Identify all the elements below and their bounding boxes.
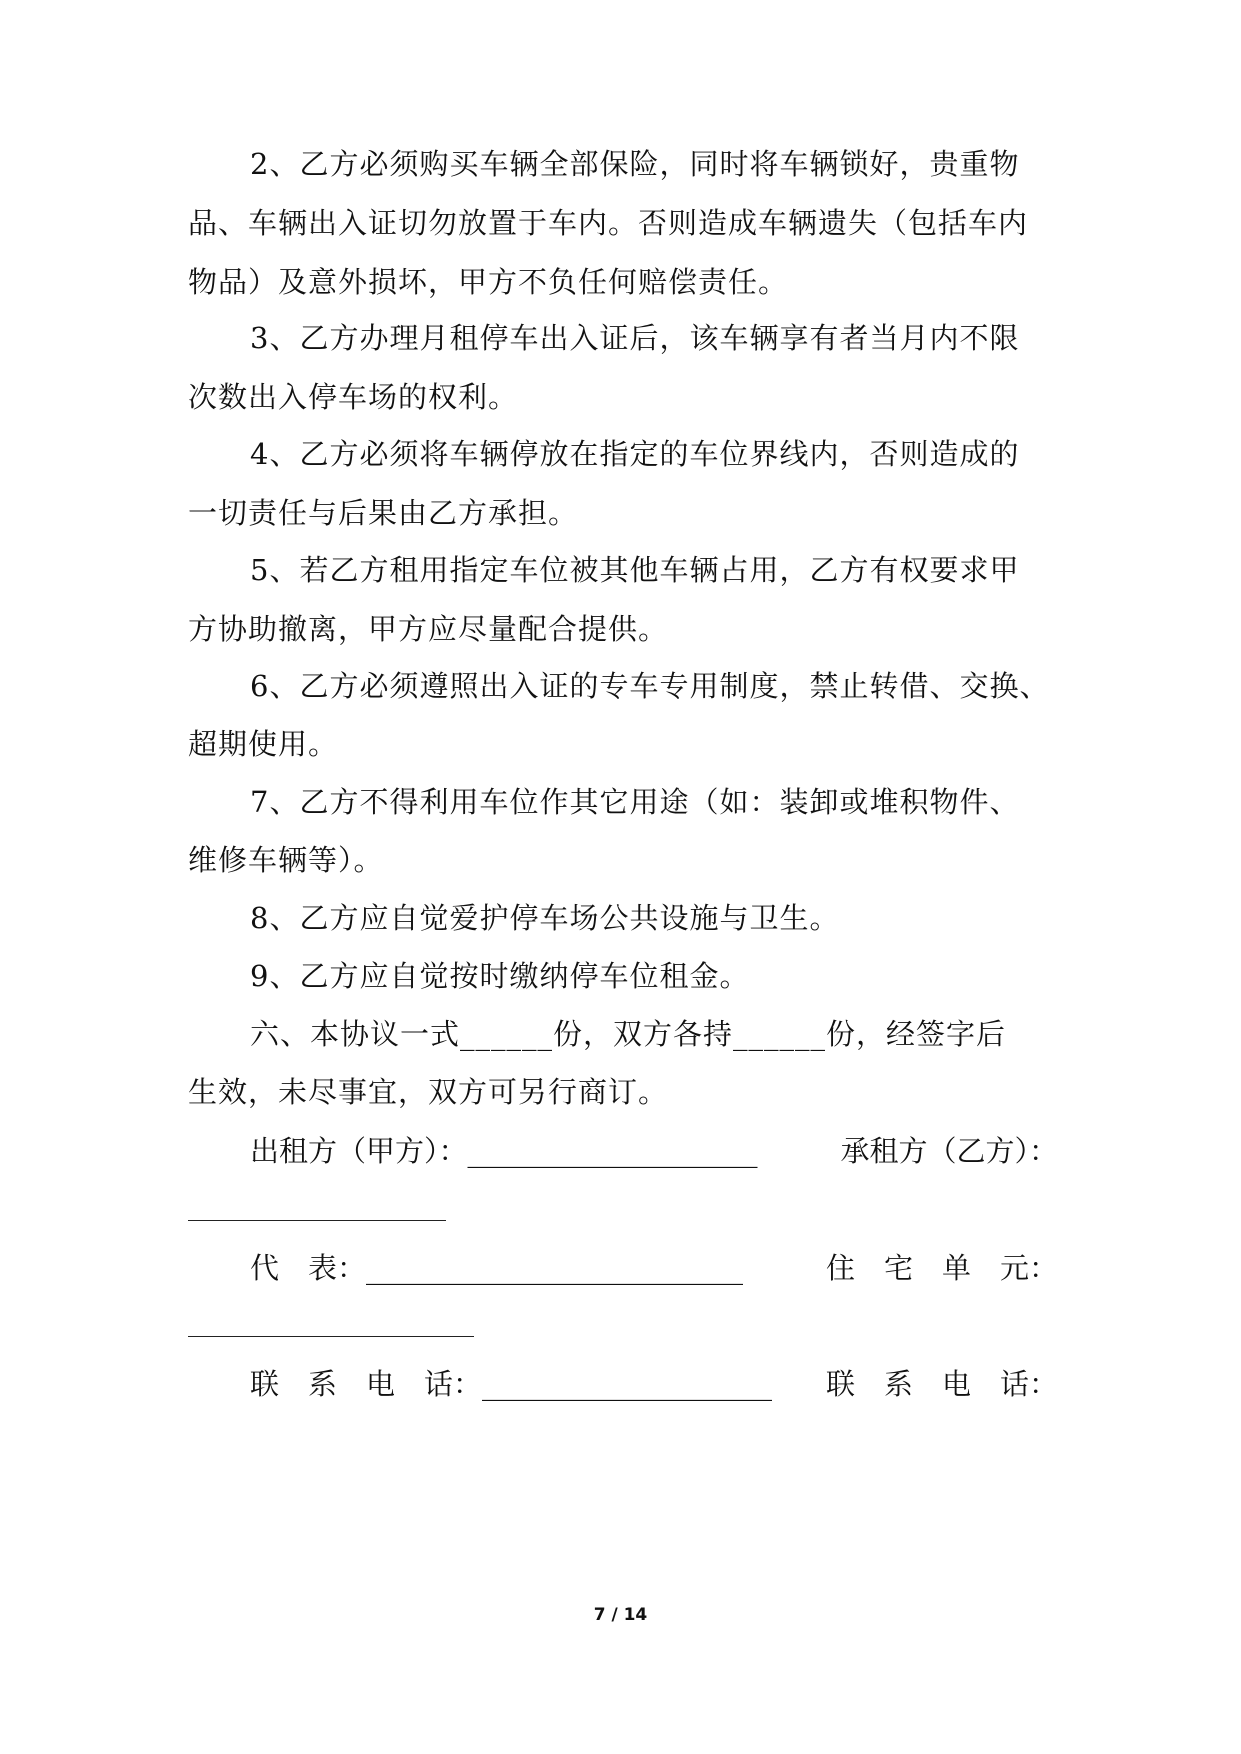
representative-label: 代 表：__________________________ (250, 1251, 744, 1285)
paragraph-line: 物品）及意外损坏，甲方不负任何赔偿责任。 (188, 265, 789, 299)
phone-label-right: 联 系 电 话： (825, 1367, 1058, 1401)
paragraph-line: 4、乙方必须将车辆停放在指定的车位界线内，否则造成的 (250, 437, 1020, 471)
paragraph-line: 维修车辆等）。 (188, 843, 384, 877)
paragraph-line: 方协助撤离，甲方应尽量配合提供。 (188, 612, 669, 646)
paragraph-line: 6、乙方必须遵照出入证的专车专用制度，禁止转借、交换、 (250, 669, 1050, 703)
paragraph-line: 一切责任与后果由乙方承担。 (188, 496, 579, 530)
paragraph-line: 六、本协议一式______份，双方各持______份，经签字后 (250, 1017, 1007, 1051)
lessor-label: 出租方（甲方）：____________________ (250, 1134, 758, 1168)
paragraph-line: 3、乙方办理月租停车出入证后，该车辆享有者当月内不限 (250, 321, 1020, 355)
paragraph-line: 品、车辆出入证切勿放置于车内。否则造成车辆遗失（包括车内 (188, 206, 1029, 240)
paragraph-line: 8、乙方应自觉爱护停车场公共设施与卫生。 (250, 901, 840, 935)
paragraph-line: 生效，未尽事宜，双方可另行商订。 (188, 1075, 669, 1109)
signature-blank-line (188, 1336, 474, 1337)
paragraph-line: 7、乙方不得利用车位作其它用途（如：装卸或堆积物件、 (250, 785, 1020, 819)
residential-unit-label: 住 宅 单 元： (825, 1251, 1058, 1285)
page-number: 7 / 14 (593, 1605, 648, 1625)
paragraph-line: 超期使用。 (188, 727, 339, 761)
paragraph-line: 次数出入停车场的权利。 (188, 380, 519, 414)
paragraph-line: 2、乙方必须购买车辆全部保险，同时将车辆锁好，贵重物 (250, 147, 1020, 181)
signature-blank-line (188, 1220, 446, 1221)
paragraph-line: 5、若乙方租用指定车位被其他车辆占用，乙方有权要求甲 (250, 553, 1020, 587)
paragraph-line: 9、乙方应自觉按时缴纳停车位租金。 (250, 959, 750, 993)
lessee-label: 承租方（乙方）： (840, 1134, 1058, 1168)
phone-label-left: 联 系 电 话：____________________ (250, 1367, 773, 1401)
